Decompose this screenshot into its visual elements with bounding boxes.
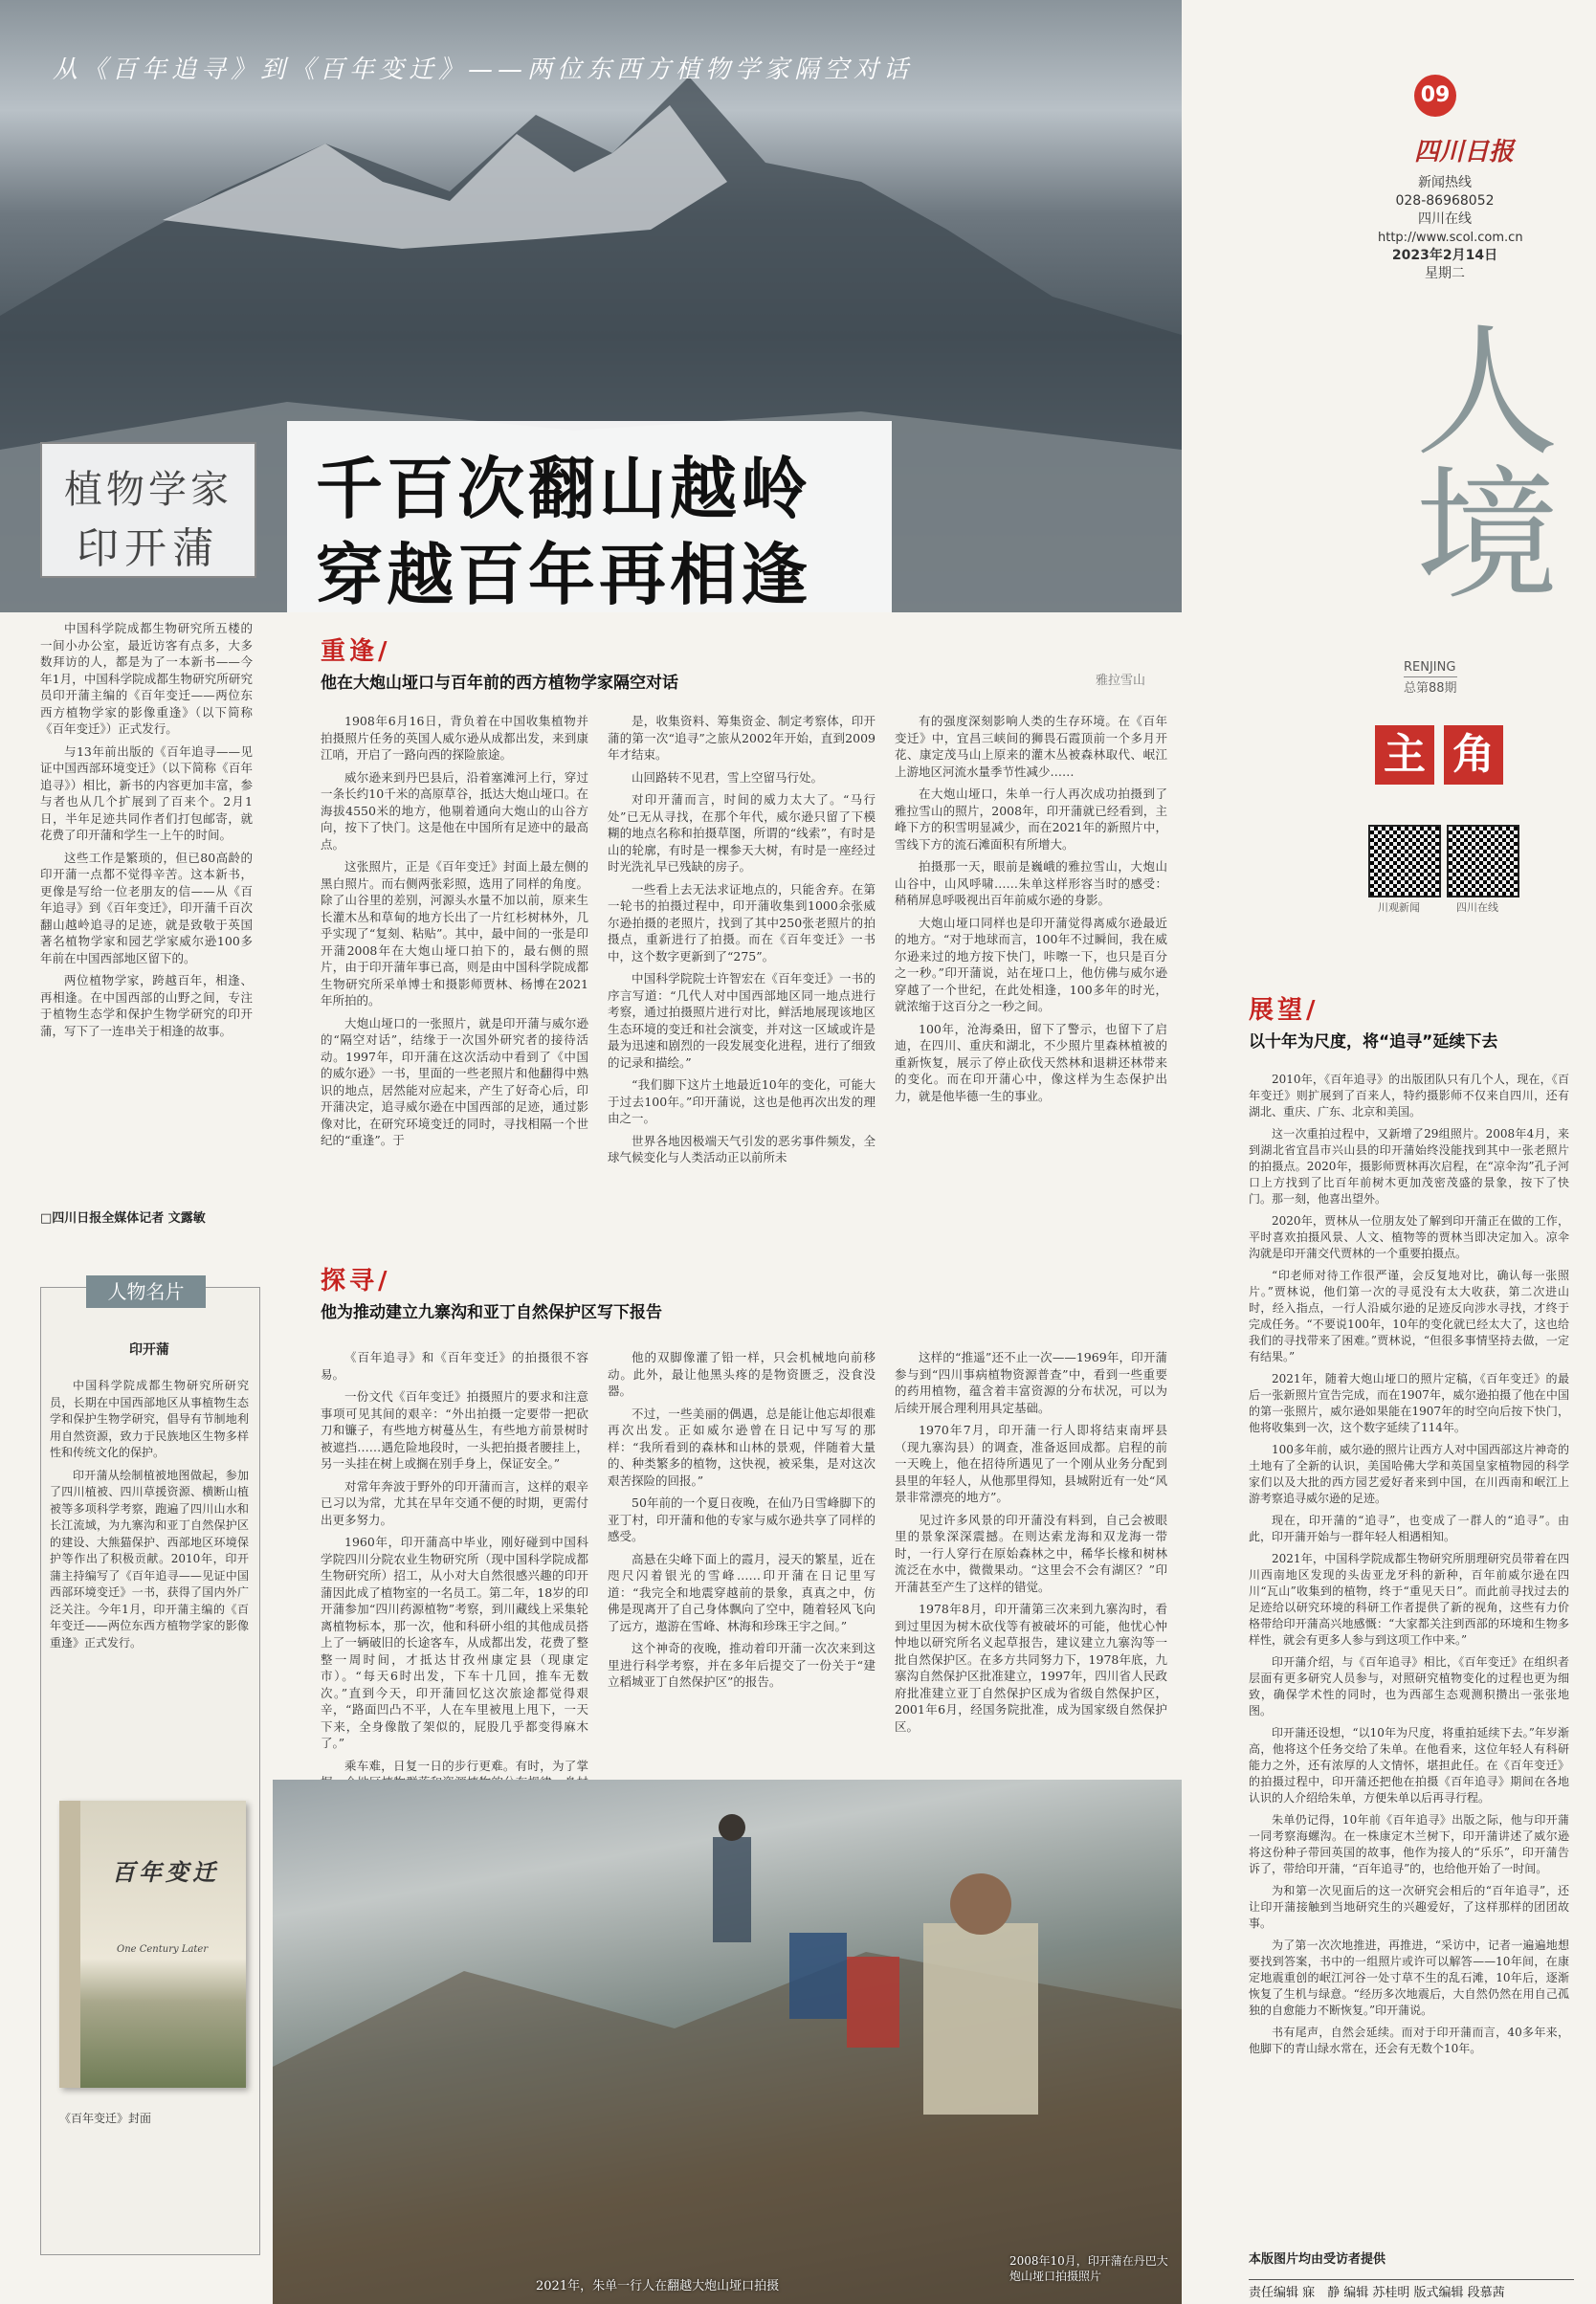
section2-paragraph: 50年前的一个夏日夜晚，在仙乃日雪峰脚下的亚丁村，印开蒲和他的专家与威尔逊共享了同样的感受。 [608, 1495, 876, 1543]
column-char-1: 主 [1375, 725, 1434, 785]
section2-paragraph: 乘车难，日复一日的步行更难。有时，为了掌 [344, 1758, 588, 1773]
profile-paragraph: 中国科学院成都生物研究所研究员，长期在中国西部地区从事植物生态学和保护生物学研究，倡导有节制地利用自然资源，致力于民族地区生物多样性和传统文化的保护。 [50, 1379, 249, 1459]
headline-line1: 千百次翻山越岭 [316, 450, 811, 528]
section1-paragraph: 山回路转不见君，雪上空留马行处。 [632, 769, 824, 785]
profile-tag: 人物名片 [86, 1275, 206, 1308]
section2-paragraph: 不过，一些美丽的偶遇，总是能让他忘却很难再次出发。正如威尔逊曾在日记中写写的那样：“我所看到的森林和山林的景观，伴随着大量的、种类繁多的植物，这快视，被采集，是对这次艰苦探险的回报。” [608, 1406, 876, 1488]
section1-paragraph: 有的强度深刻影响人类的生存环境。在《百年变迁》中，宜昌三峡间的狮畏石霞顶前一个多月开花、康定茂马山上原来的灌木丛被森林取代、岷江上游地区河流水量季节性减少…… [895, 714, 1167, 779]
intro-paragraph: 这些工作是繁琐的，但已80高龄的印开蒲一点都不觉得辛苦。这本新书，更像是写给一位老朋友的信——从《百年追寻》到《百年变迁》，印开蒲千百次翻山越岭追寻的足迹，就是致敬于英国著名植物学家和园艺学家威尔逊100多年前在中国西部地区留下的。 [40, 850, 253, 965]
section2-paragraph: 一份文代《百年变迁》拍摄照片的要求和注意事项可见其间的艰辛：“外出拍摄一定要带一把砍刀和镰子，有些地方树蔓丛生，有些地方前景树时被遮挡……遇危险地段时，一头把拍摄者腰挂上，另一头挂在树上或搁在别手身上，保证安全。” [321, 1389, 588, 1471]
section3-subtitle: 以十年为尺度，将“追寻”延续下去 [1249, 1032, 1498, 1052]
section3-paragraph: 为了第一次次地推进，再推进，“采访中，记者一遍遍地想要找到答案，书中的一组照片或许可以解答——10年间，在康定地震重创的岷江河谷一处寸草不生的乱石滩，10年后，逐渐恢复了生机与绿意。“经历多次地震后，大自然仍然在用自己孤独的自愈能力不断恢复。”印开蒲说。 [1249, 1938, 1569, 2017]
section2-paragraph: 他的双脚像灌了铅一样，只会机械地向前移动。此外，最让他黑头疼的是物资匮乏，没食没器。 [608, 1350, 876, 1398]
section2-subtitle: 他为推动建立九寨沟和亚丁自然保护区写下报告 [321, 1303, 662, 1322]
section2-paragraph: 这个神奇的夜晚，推动着印开蒲一次次来到这里进行科学考察，并在多年后提交了一份关于“建立稻城亚丁自然保护区”的报告。 [608, 1641, 876, 1689]
column-label [1375, 725, 1503, 785]
section2-header [321, 1261, 662, 1322]
section3-paragraph: 2021年，随着大炮山垭口的照片定稿，《百年变迁》的最后一张新照片宣告完成，而在1907年，威尔逊拍摄了他在中国的第一张照片，威尔逊如果能在1907年的时空向后按下快门，他将收集到一次，这个数字延续了114年。 [1249, 1372, 1569, 1434]
section2-paragraph: 高悬在尖峰下面上的霞月，浸天的繁星，近在咫尺闪着银光的雪峰……印开蒲在日记里写道：“我完全和地震穿越前的景象，真真之中，仿佛是现离开了自己身体飘向了空中，随着轻风飞向了远方，遨游在雪峰、林海和珍珠王宇之间。” [608, 1551, 876, 1633]
section1-col3 [895, 713, 1167, 1110]
photo-caption-left: 2021年，朱单一行人在翻越大炮山垭口拍摄 [536, 2279, 780, 2293]
section1-paragraph: 世界各地因极端天气引发的恶劣事件频发，全球气候变化与人类活动正以前所未 [608, 1133, 876, 1164]
section1-subtitle: 他在大炮山垭口与百年前的西方植物学家隔空对话 [321, 674, 678, 693]
section1-col1 [321, 713, 588, 1155]
section1-mark: 重逢/ [321, 637, 391, 666]
section2-col3 [895, 1349, 1167, 1740]
photo-credit: 雅拉雪山 [1096, 674, 1146, 688]
section3-mark: 展望/ [1249, 996, 1319, 1025]
section2-paragraph: 1960年，印开蒲高中毕业，刚好碰到中国科学院四川分院农业生物研究所（现中国科学院成都生物研究所）招工，从小对大自然很感兴趣的印开蒲因此成了植物室的一名员工。第二年，18岁的印开蒲参加“四川药源植物”考察，到川藏线上采集轮离植物标本，那一次，他和科研小组的其他成员搭上了一辆破旧的长途客车，从成都出发，花费了整整一周时间，才抵达甘孜州康定县（现康定市）。“每天6时出发，下车十几回，推车无数次。”直到今天，印开蒲回忆这次旅途都觉得艰辛，“路面凹凸不平，人在车里被甩上甩下，一天下来，全身像散了架似的，屁股几乎都变得麻木了。” [321, 1535, 588, 1750]
photo-caption-right: 2008年10月，印开蒲在丹巴大炮山垭口拍摄照片 [1009, 2254, 1168, 2283]
intro-paragraph: 两位植物学家，跨越百年，相逢、再相逢。在中国西部的山野之间，专注于植物生态学和保护生物学研究的印开蒲，写下了一连串关于相逢的故事。 [40, 973, 253, 1038]
kicker-line1: 植物学家 [64, 468, 233, 512]
masthead-info [1378, 174, 1523, 283]
section3-paragraph: 为和第一次见面后的这一次研究会相后的“百年追寻”，还让印开蒲接触到当地研究生的兴趣爱好，了这样那样的团团故事。 [1249, 1884, 1569, 1930]
profile-paragraph: 印开蒲从绘制植被地图做起，参加了四川植被、四川草援资源、横断山植被等多项科学考察，跑遍了四川山水和长江流域，为九寨沟和亚丁自然保护区的建设、大熊猫保护、西部地区环境保护等作出了积极贡献。2010年，印开蒲主持编写了《百年追寻——见证中国西部环境变迁》一书，获得了国内外广泛关注。今年1月，印开蒲主编的《百年变迁——两位东西方植物学家的影像重逢》正式发行。 [50, 1468, 249, 1650]
book-subtitle: One Century Later [117, 1944, 209, 1955]
section3-paragraph: 印开蒲还设想，“以10年为尺度，将重拍延续下去。”年岁渐高，他将这个任务交给了朱单。在他看来，这位年轻人有科研能力之外，还有浓厚的人文情怀，堪担此任。在《百年变迁》的拍摄过程中，印开蒲还把他在拍摄《百年追寻》期间在各地认识的人介绍给朱单，方便朱单以后再寻行程。 [1249, 1726, 1569, 1805]
team-photo-illustration [273, 1780, 1182, 2304]
section1-paragraph: 大炮山垭口同样也是印开蒲觉得离威尔逊最近的地方。“对于地球而言，100年不过瞬间，我在威尔逊来过的地方按下快门，咔嚓一下，也只是百分之一秒。”印开蒲说，站在垭口上，他仿佛与威尔逊穿越了一个世纪，在此处相逢，100多年的时光，就浓缩于这百分之一秒之间。 [895, 915, 1167, 1013]
section1-paragraph: 大炮山垭口的一张照片，就是印开蒲与威尔逊的“隔空对话”，结缘于一次国外研究者的接待活动。1997年，印开蒲在这次活动中看到了《中国的威尔逊》一书，里面的一些老照片和他翻得中熟识的地点，居然能对应起来，产生了好奇心后，印开蒲决定，追寻威尔逊在中国西部的足迹，通过影像对比，在研究环境变迁的同时，寻找相隔一个世纪的“重逢”。于 [321, 1015, 588, 1147]
online-label: 四川在线 [1418, 211, 1472, 227]
issue-weekday: 星期二 [1425, 266, 1465, 281]
profile-name: 印开蒲 [129, 1342, 169, 1358]
section1-paragraph: “我们脚下这片土地最近10年的变化，可能大于过去100年。”印开蒲说，这也是他再次出发的理由之一。 [608, 1077, 876, 1125]
book-caption: 《百年变迁》封面 [59, 2112, 152, 2125]
column-char-2: 角 [1444, 725, 1503, 785]
section1-paragraph: 这张照片，正是《百年变迁》封面上最左侧的黑白照片。而右侧两张彩照，选用了同样的角度。除了山谷里的差别，河源头水量不加以前，原来生长灌木丛和草甸的地方长出了一片红杉树林外，几乎实现了“复刻、粘贴”。其中，最中间的一张是印开蒲2008年在大炮山垭口拍下的，最右侧的照片，由于印开蒲年事已高，则是由中国科学院成都生物研究所采单博士和摄影师贾林、杨博在2021年所拍的。 [321, 859, 588, 1008]
section2-mark: 探寻/ [321, 1267, 391, 1296]
team-photo [273, 1780, 1182, 2304]
section3-paragraph: 书有尾声，自然会延续。而对于印开蒲而言，40多年来，他脚下的青山绿水常在，还会有无数个10年。 [1249, 2026, 1569, 2055]
section1-paragraph: 在大炮山垭口，朱单一行人再次成功拍摄到了雅拉雪山的照片，2008年，印开蒲就已经看到，主峰下方的积雪明显减少，而在2021年的新照片中，雪线下方的流石滩面积有所增大。 [895, 786, 1167, 852]
section3-paragraph: 朱单仍记得，10年前《百年追寻》出版之际，他与印开蒲一同考察海螺沟。在一株康定木兰树下，印开蒲讲述了威尔逊将这份种子带回英国的故事，他作为接人的“乐乐”，印开蒲告诉了，带给印开蒲，“百年追寻”的，也给他开始了一时间。 [1249, 1813, 1569, 1875]
section1-paragraph: 中国科学院院士许智宏在《百年变迁》一书的序言写道：“几代人对中国西部地区同一地点进行考察，通过拍摄照片进行对比，鲜活地展现该地区生态环境的变迁和社会演变，并对这一区域或许是最为迅速和剧烈的一段发展变化进程，进行了细致的记录和描绘。” [608, 971, 876, 1070]
section3-paragraph: 2020年，贾林从一位朋友处了解到印开蒲正在做的工作，平时喜欢拍摄风景、人文、植物等的贾林当即决定加入。凉伞沟就是印开蒲交代贾林的一个重要拍摄点。 [1249, 1214, 1569, 1260]
kicker-box [40, 442, 256, 578]
section2-col1 [321, 1349, 588, 1847]
section3-paragraph: 现在，印开蒲的“追寻”，也变成了一群人的“追寻”。由此，印开蒲开始与一群年轻人相遇相知。 [1249, 1514, 1569, 1543]
editor-credits: 责任编辑 寐 静 编辑 苏桂明 版式编辑 段慕茜 [1249, 2279, 1574, 2300]
book-title: 百年变迁 [112, 1858, 219, 1886]
section3-paragraph: 印开蒲介绍，与《百年追寻》相比，《百年变迁》在组织者层面有更多研究人员参与，对照研究植物变化的过程也更为细致，确保学术性的同时，也为西部生态观测积攒出一张张地图。 [1249, 1655, 1569, 1717]
qr-caption-1: 川观新闻 [1378, 901, 1420, 914]
section2-paragraph: 1978年8月，印开蒲第三次来到九寨沟时，看到过里因为树木砍伐等有被破坏的可能，他忧心忡忡地以研究所名义起草报告，建议建立九寨沟等一批自然保护区。在多方共同努力下，1978年底，九寨沟自然保护区批准建立，1997年，四川省人民政府批准建立亚丁自然保护区成为省级自然保护区，2001年6月，经国务院批准，成为国家级自然保护区。 [895, 1602, 1167, 1734]
banner-title: 从《百年追寻》到《百年变迁》——两位东西方植物学家隔空对话 [53, 55, 914, 84]
section3-paragraph: 100多年前，威尔逊的照片让西方人对中国西部这片神奇的土地有了全新的认识，美国哈佛大学和英国皇家植物园的科学家们以及大批的西方园艺爱好者来到中国，在川西南和岷江上游考察追寻威尔逊的足迹。 [1249, 1443, 1569, 1505]
section-title-calligraphy: 人境 [1390, 316, 1557, 603]
section3-header [1249, 990, 1497, 1052]
section2-paragraph: 1970年7月，印开蒲一行人即将结束南坪县（现九寨沟县）的调查，准备返回成都。启程的前一天晚上，他在招待所遇见了一个刚从业务分配到县里的年轻人，从他那里得知，县城附近有一处“风景非常漂亮的地方”。 [895, 1423, 1167, 1504]
section3-paragraph: 这一次重拍过程中，又新增了29组照片。2008年4月，来到湖北省宜昌市兴山县的印开蒲始终没能找到其中一张老照片的拍摄点。2020年，摄影师贾林再次启程，在“凉伞沟”孔子河口上方找到了比百年前树木更加茂密茂盛的景象，按下了快门。那一刻，他喜出望外。 [1249, 1127, 1569, 1206]
section3-paragraph: 2010年，《百年追寻》的出版团队只有几个人，现在，《百年变迁》则扩展到了百来人，特约摄影师不仅来自四川，还有湖北、重庆、广东、北京和美国。 [1249, 1073, 1569, 1119]
book-cover [59, 1801, 246, 2088]
hotline-label: 新闻热线 [1418, 175, 1472, 190]
qr-code-1[interactable] [1368, 825, 1441, 897]
qr-caption-2: 四川在线 [1456, 901, 1498, 914]
section1-paragraph: 是，收集资料、筹集资金、制定考察体，印开蒲的第一次“追寻”之旅从2002年开始，直到2009年才结束。 [608, 714, 876, 762]
section1-header [321, 631, 678, 693]
intro-paragraph: 中国科学院成都生物研究所五楼的一间小办公室，最近访客有点多，大多数拜访的人，都是为了一本新书——今年1月，中国科学院成都生物研究所研究员印开蒲主编的《百年变迁——两位东西方植物学家的影像重逢》（以下简称《百年变迁》）正式发行。 [40, 621, 253, 736]
paper-name-logo: 四川日报 [1414, 138, 1515, 166]
qr-code-2[interactable] [1447, 825, 1519, 897]
section3-text [1249, 1072, 1569, 2063]
section-pinyin: RENJING [1404, 660, 1456, 675]
profile-text [50, 1378, 249, 1657]
section3-paragraph: 2021年，中国科学院成都生物研究所朋理研究员带着在四川西南地区发现的头齿亚龙牙科的新种，百年前威尔逊在四川“瓦山”收集到的植物，终于“重见天日”。而此前寻找过去的足迹给以研究环境的科研工作者提供了新的视角，这些有力价格带给印开蒲高兴地感慨：“大家都关注到西部的环境和生物多样性，就会有更多人参与到这项工作中来。” [1249, 1552, 1569, 1647]
intro-text [40, 620, 253, 1045]
byline: □四川日报全媒体记者 文露敏 [40, 1211, 206, 1226]
section2-col2 [608, 1349, 876, 1696]
section1-paragraph: 1908年6月16日，背负着在中国收集植物并拍摄照片任务的英国人威尔逊从成都出发，来到康江哨，开启了一路向西的探险旅途。 [321, 714, 588, 762]
section1-paragraph: 拍摄那一天，眼前是巍峨的雅拉雪山，大炮山山谷中，山风呼啸……朱单这样形容当时的感受：稍稍屏息呼吸视出百年前威尔逊的身影。 [895, 859, 1167, 907]
page-number-badge: 09 [1414, 75, 1456, 117]
section1-paragraph: 对印开蒲而言，时间的威力太大了。“马行处”已无从寻找，在那个年代，威尔逊只留了下模糊的地点名称和拍摄草图，所谓的“线索”，有时是山的轮廓，有时是一棵参天大树，有时是一座经过时光洗礼早已残缺的房子。 [608, 792, 876, 874]
site-url: http://www.scol.com.cn [1378, 231, 1523, 245]
section3-paragraph: “印老师对待工作很严谨，会反复地对比，确认每一张照片。”贾林说，他们第一次的寻觅没有太大收获，第二次进山时，经入指点，一行人沿威尔逊的足迹反向涉水寻找，才终于完成任务。“不要说100年，10年的变化就已经太大了，这也给我们的寻找带来了困难。”贾林说，“但很多事情坚持去做，一定有结果。” [1249, 1269, 1569, 1363]
hotline-number: 028-86968052 [1395, 193, 1495, 209]
section1-paragraph: 100年，沧海桑田，留下了警示，也留下了启迪，在四川、重庆和湖北，不少照片里森林植被的重新恢复，展示了停止砍伐天然林和退耕还林带来的变化。而在印开蒲心中，像这样为生态保护出力，就是他毕德一生的事业。 [895, 1021, 1167, 1103]
footer-note: 本版图片均由受访者提供 [1249, 2252, 1386, 2267]
book-spine [59, 1801, 80, 2088]
section1-col2 [608, 713, 876, 1172]
section2-paragraph: 见过许多风景的印开蒲没有料到，自己会被眼里的景象深深震撼。在则达索龙海和双龙海一带时，一行人穿行在原始森林之中，稀华长椽和树林流泛在水中，微微果动。“这里会不会有湖区？”印开蒲甚至产生了这样的错觉。 [895, 1512, 1167, 1594]
intro-paragraph: 与13年前出版的《百年追寻——见证中国西部环境变迁》（以下简称《百年追寻》）相比，新书的内容更加丰富，参与者也从几个扩展到了百来个。2月1日，半年足迹共同作者们打包邮寄，就花费了印开蒲和学生一上午的时间。 [40, 743, 253, 842]
kicker-line2: 印开蒲 [77, 524, 220, 573]
section2-paragraph: 《百年追寻》和《百年变迁》的拍摄很不容易。 [321, 1350, 588, 1382]
issue-date: 2023年2月14日 [1391, 248, 1498, 263]
issue-count: 总第88期 [1404, 676, 1457, 696]
section1-paragraph: 威尔逊来到丹巴县后，沿着塞滩河上行，穿过一条长约10千米的高原草谷，抵达大炮山垭口。在海拔4550米的地方，他剔着通向大炮山的山谷方向，按下了快门。这是他在中国所有足迹中的最高点。 [321, 769, 588, 852]
section1-paragraph: 一些看上去无法求证地点的，只能舍弃。在第一轮书的拍摄过程中，印开蒲收集到1000余张威尔逊拍摄的老照片，找到了其中250张老照片的拍摄点，重新进行了拍摄。而在《百年变迁》一书中，这个数字更新到了“275”。 [608, 881, 876, 964]
headline-line2: 穿越百年再相逢 [316, 536, 811, 614]
section2-paragraph: 这样的“推遥”还不止一次——1969年，印开蒲参与到“四川事病植物资源普查”中，看到一些重要的药用植物，蕴含着丰富资源的分布状况，可以为后续开展合理利用具定基础。 [895, 1350, 1167, 1415]
section2-paragraph: 对常年奔波于野外的印开蒲而言，这样的艰辛已习以为常，尤其在早年交通不便的时期，更需付出更多努力。 [321, 1478, 588, 1527]
